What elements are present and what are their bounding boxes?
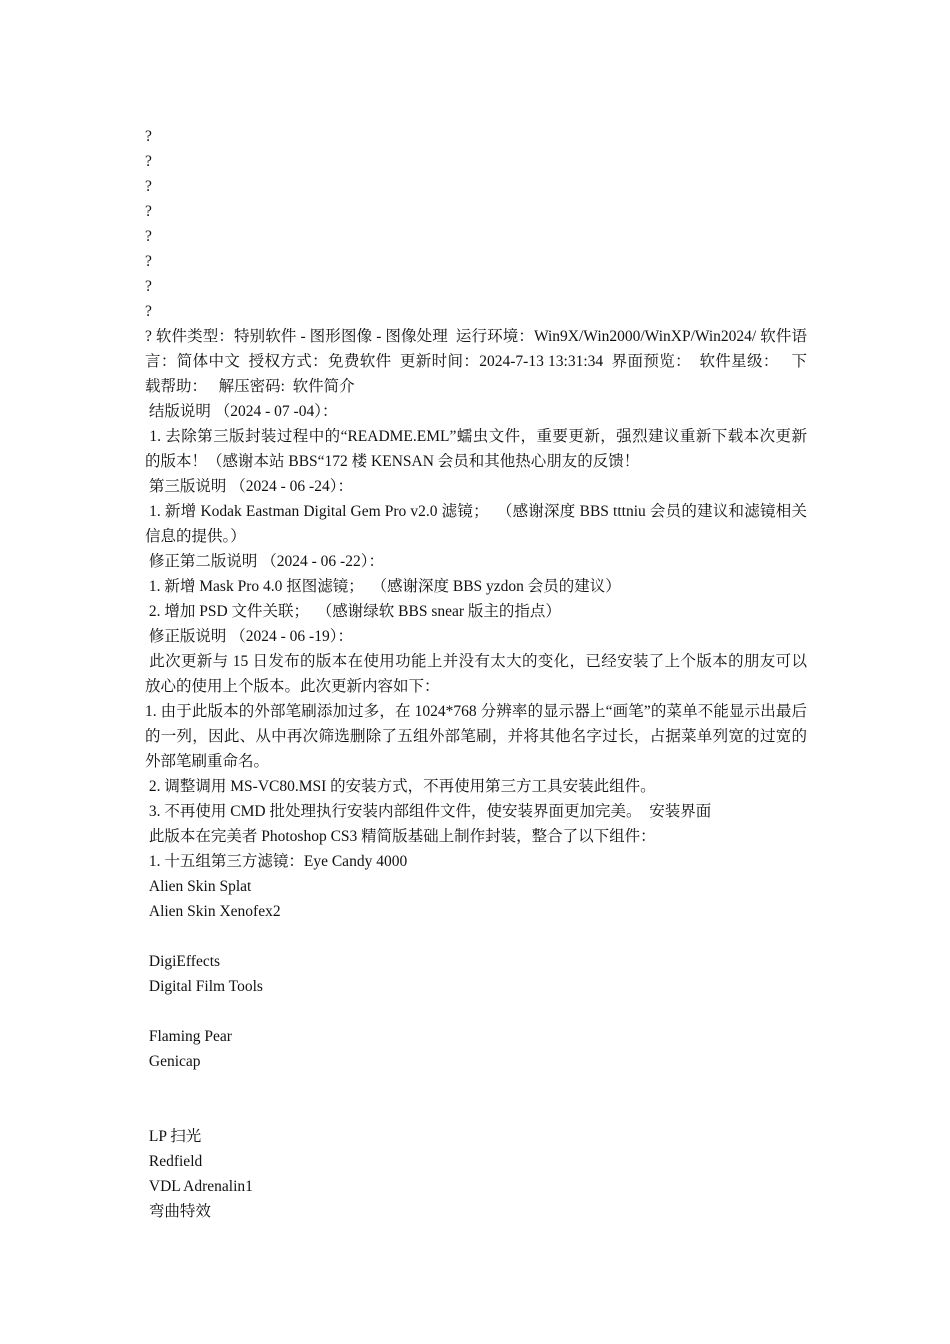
section-item: 1. 新增 Kodak Eastman Digital Gem Pro v2.0 滤镜； （感谢深度 BBS tttniu 会员的建议和滤镜相关信息的提供。） bbox=[145, 503, 808, 545]
filter-list bbox=[145, 874, 807, 1224]
question-mark: ? bbox=[145, 228, 152, 245]
software-info-paragraph: ? 软件类型：特别软件 - 图形图像 - 图像处理 运行环境：Win9X/Win2000/WinXP/Win2024/ 软件语言：简体中文 授权方式：免费软件 更新时间：2024-7-13 13:31:34 界面预览： 软件星级： 下载帮助： 解压密码: 软件简介 bbox=[145, 328, 807, 395]
version-notes bbox=[145, 399, 807, 824]
filter-item: VDL Adrenalin1 bbox=[145, 1178, 253, 1195]
spacer bbox=[145, 999, 807, 1024]
section-item: 1. 新增 Mask Pro 4.0 抠图滤镜； （感谢深度 BBS yzdon 会员的建议） bbox=[145, 578, 621, 595]
section-item: 3. 不再使用 CMD 批处理执行安装内部组件文件，使安装界面更加完美。 安装界面 bbox=[145, 803, 712, 820]
filter-item: Genicap bbox=[145, 1053, 201, 1070]
section-item: 2. 增加 PSD 文件关联； （感谢绿软 BBS snear 版主的指点） bbox=[145, 603, 561, 620]
filter-item: Alien Skin Xenofex2 bbox=[145, 903, 281, 920]
question-mark: ? bbox=[145, 278, 152, 295]
question-mark: ? bbox=[145, 153, 152, 170]
question-mark: ? bbox=[145, 178, 152, 195]
section-item: 2. 调整调用 MS-VC80.MSI 的安装方式，不再使用第三方工具安装此组件。 bbox=[145, 778, 656, 795]
filter-item: Digital Film Tools bbox=[145, 978, 263, 995]
section-heading: 结版说明 （2024 - 07 -04）： bbox=[145, 403, 338, 420]
question-mark: ? bbox=[145, 203, 152, 220]
spacer bbox=[145, 924, 807, 949]
filter-item: DigiEffects bbox=[145, 953, 221, 970]
filter-item: Alien Skin Splat bbox=[145, 878, 252, 895]
filter-item: 弯曲特效 bbox=[145, 1203, 211, 1220]
spacer bbox=[145, 1099, 807, 1124]
components-intro: 此版本在完美者 Photoshop CS3 精简版基础上制作封装，整合了以下组件： bbox=[145, 828, 656, 845]
section-item: 1. 去除第三版封装过程中的“README.EML”蠕虫文件，重要更新，强烈建议重新下载本次更新的版本！（感谢本站 BBS“172 楼 KENSAN 会员和其他热心朋友的反馈！ bbox=[145, 428, 807, 470]
question-mark-list bbox=[145, 124, 807, 324]
section-item: 此次更新与 15 日发布的版本在使用功能上并没有太大的变化，已经安装了上个版本的朋友可以放心的使用上个版本。此次更新内容如下： bbox=[145, 653, 807, 695]
question-mark: ? bbox=[145, 128, 152, 145]
question-mark: ? bbox=[145, 253, 152, 270]
filter-item: LP 扫光 bbox=[145, 1128, 202, 1145]
section-heading: 修正版说明 （2024 - 06 -19）： bbox=[145, 628, 353, 645]
filters-heading: 1. 十五组第三方滤镜：Eye Candy 4000 bbox=[145, 853, 408, 870]
filter-item: Flaming Pear bbox=[145, 1028, 232, 1045]
section-item: 1. 由于此版本的外部笔刷添加过多，在 1024*768 分辨率的显示器上“画笔”的菜单不能显示出最后的一列，因此、从中再次筛选删除了五组外部笔刷，并将其他名字过长，占据菜单列宽的过宽的外部笔刷重命名。 bbox=[145, 703, 807, 770]
spacer bbox=[145, 1074, 807, 1099]
section-heading: 第三版说明 （2024 - 06 -24）： bbox=[145, 478, 353, 495]
filter-item: Redfield bbox=[145, 1153, 203, 1170]
section-heading: 修正第二版说明 （2024 - 06 -22）： bbox=[145, 553, 384, 570]
question-mark: ? bbox=[145, 303, 152, 320]
document-page bbox=[145, 124, 807, 1224]
